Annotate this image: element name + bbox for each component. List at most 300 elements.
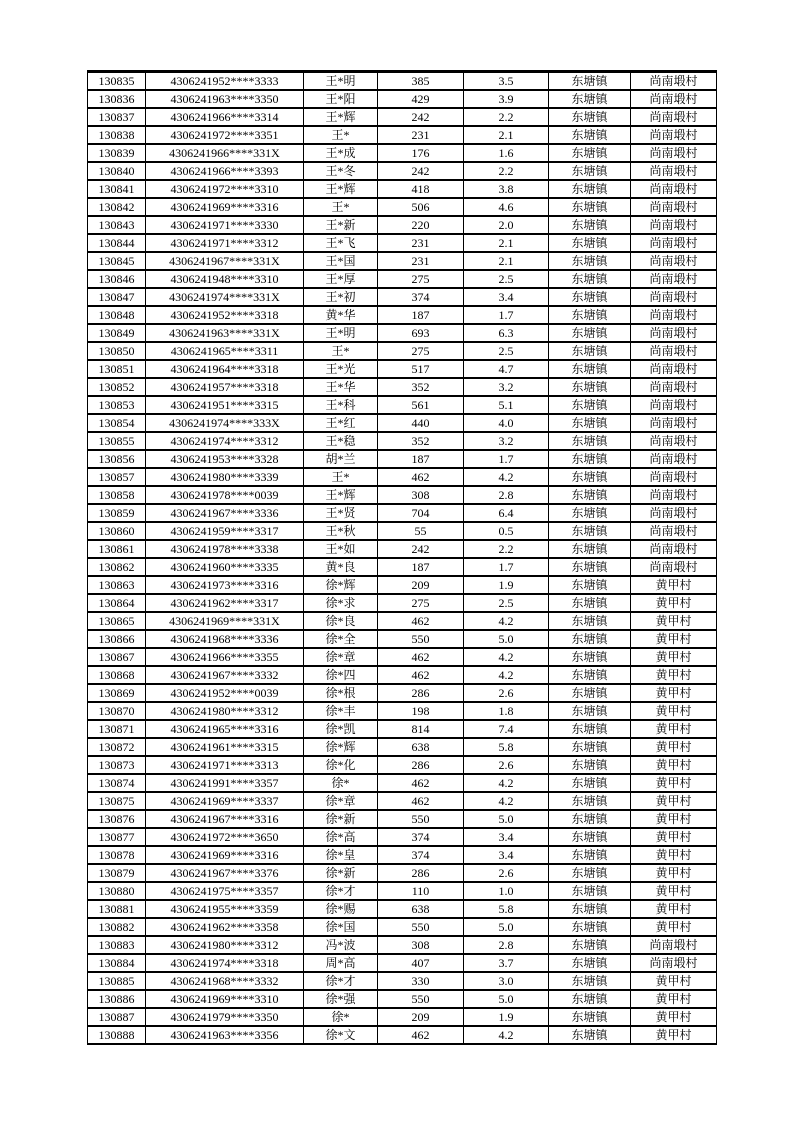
cell-serial-number: 130878 <box>88 846 146 864</box>
cell-id-number: 4306241961****3315 <box>146 738 304 756</box>
cell-amount: 55 <box>378 522 464 540</box>
cell-amount: 286 <box>378 864 464 882</box>
cell-area: 2.5 <box>464 270 549 288</box>
cell-town: 东塘镇 <box>549 738 631 756</box>
table-row <box>88 954 717 972</box>
cell-name: 徐*全 <box>304 630 378 648</box>
cell-serial-number: 130837 <box>88 108 146 126</box>
cell-town: 东塘镇 <box>549 846 631 864</box>
cell-serial-number: 130887 <box>88 1008 146 1026</box>
cell-amount: 242 <box>378 162 464 180</box>
cell-id-number: 4306241991****3357 <box>146 774 304 792</box>
cell-name: 王*光 <box>304 360 378 378</box>
cell-name: 徐*丰 <box>304 702 378 720</box>
cell-amount: 429 <box>378 90 464 108</box>
cell-serial-number: 130835 <box>88 72 146 91</box>
cell-village: 黄甲村 <box>631 576 717 594</box>
cell-town: 东塘镇 <box>549 828 631 846</box>
cell-town: 东塘镇 <box>549 864 631 882</box>
cell-amount: 385 <box>378 72 464 91</box>
cell-id-number: 4306241966****3355 <box>146 648 304 666</box>
cell-id-number: 4306241967****3376 <box>146 864 304 882</box>
cell-name: 王*阳 <box>304 90 378 108</box>
cell-serial-number: 130840 <box>88 162 146 180</box>
cell-name: 徐*才 <box>304 882 378 900</box>
cell-serial-number: 130865 <box>88 612 146 630</box>
cell-serial-number: 130841 <box>88 180 146 198</box>
cell-amount: 352 <box>378 378 464 396</box>
cell-village: 尚南塅村 <box>631 144 717 162</box>
cell-name: 王* <box>304 198 378 216</box>
cell-town: 东塘镇 <box>549 576 631 594</box>
cell-serial-number: 130844 <box>88 234 146 252</box>
cell-serial-number: 130850 <box>88 342 146 360</box>
cell-serial-number: 130853 <box>88 396 146 414</box>
cell-town: 东塘镇 <box>549 522 631 540</box>
cell-town: 东塘镇 <box>549 126 631 144</box>
cell-id-number: 4306241959****3317 <box>146 522 304 540</box>
cell-serial-number: 130847 <box>88 288 146 306</box>
cell-amount: 231 <box>378 252 464 270</box>
cell-id-number: 4306241965****3316 <box>146 720 304 738</box>
cell-id-number: 4306241971****3312 <box>146 234 304 252</box>
cell-name: 徐* <box>304 774 378 792</box>
table-row <box>88 288 717 306</box>
table-row <box>88 936 717 954</box>
table-row <box>88 198 717 216</box>
cell-name: 徐*才 <box>304 972 378 990</box>
table-row <box>88 252 717 270</box>
cell-area: 2.6 <box>464 684 549 702</box>
cell-serial-number: 130869 <box>88 684 146 702</box>
table-row <box>88 540 717 558</box>
cell-amount: 220 <box>378 216 464 234</box>
cell-village: 尚南塅村 <box>631 450 717 468</box>
cell-name: 徐*章 <box>304 792 378 810</box>
table-row <box>88 234 717 252</box>
cell-amount: 176 <box>378 144 464 162</box>
cell-name: 徐*辉 <box>304 738 378 756</box>
cell-area: 4.2 <box>464 468 549 486</box>
cell-name: 黄*良 <box>304 558 378 576</box>
cell-id-number: 4306241962****3317 <box>146 594 304 612</box>
cell-area: 5.0 <box>464 810 549 828</box>
cell-town: 东塘镇 <box>549 504 631 522</box>
cell-area: 3.9 <box>464 90 549 108</box>
cell-amount: 352 <box>378 432 464 450</box>
cell-name: 徐*凯 <box>304 720 378 738</box>
cell-serial-number: 130873 <box>88 756 146 774</box>
cell-town: 东塘镇 <box>549 612 631 630</box>
cell-amount: 187 <box>378 558 464 576</box>
cell-village: 尚南塅村 <box>631 180 717 198</box>
cell-village: 黄甲村 <box>631 900 717 918</box>
cell-town: 东塘镇 <box>549 396 631 414</box>
cell-area: 5.0 <box>464 630 549 648</box>
cell-id-number: 4306241948****3310 <box>146 270 304 288</box>
cell-amount: 693 <box>378 324 464 342</box>
cell-village: 黄甲村 <box>631 972 717 990</box>
cell-village: 黄甲村 <box>631 630 717 648</box>
cell-serial-number: 130883 <box>88 936 146 954</box>
table-row <box>88 270 717 288</box>
cell-id-number: 4306241972****3351 <box>146 126 304 144</box>
cell-town: 东塘镇 <box>549 432 631 450</box>
cell-amount: 275 <box>378 270 464 288</box>
cell-town: 东塘镇 <box>549 558 631 576</box>
cell-village: 尚南塅村 <box>631 162 717 180</box>
cell-village: 黄甲村 <box>631 594 717 612</box>
cell-amount: 110 <box>378 882 464 900</box>
table-row <box>88 180 717 198</box>
cell-area: 2.2 <box>464 540 549 558</box>
cell-area: 4.2 <box>464 792 549 810</box>
cell-town: 东塘镇 <box>549 342 631 360</box>
cell-name: 王* <box>304 468 378 486</box>
cell-name: 王*明 <box>304 324 378 342</box>
cell-name: 黄*华 <box>304 306 378 324</box>
cell-id-number: 4306241978****0039 <box>146 486 304 504</box>
cell-serial-number: 130860 <box>88 522 146 540</box>
cell-amount: 517 <box>378 360 464 378</box>
cell-area: 6.4 <box>464 504 549 522</box>
cell-village: 尚南塅村 <box>631 270 717 288</box>
cell-amount: 462 <box>378 1026 464 1044</box>
cell-name: 徐*皇 <box>304 846 378 864</box>
table-row <box>88 1026 717 1044</box>
table-row <box>88 864 717 882</box>
cell-village: 尚南塅村 <box>631 198 717 216</box>
cell-id-number: 4306241963****331X <box>146 324 304 342</box>
cell-serial-number: 130858 <box>88 486 146 504</box>
cell-amount: 374 <box>378 828 464 846</box>
cell-serial-number: 130885 <box>88 972 146 990</box>
table-row <box>88 216 717 234</box>
cell-area: 2.8 <box>464 936 549 954</box>
table-row <box>88 828 717 846</box>
cell-id-number: 4306241964****3318 <box>146 360 304 378</box>
cell-amount: 638 <box>378 738 464 756</box>
cell-village: 尚南塅村 <box>631 378 717 396</box>
cell-village: 尚南塅村 <box>631 252 717 270</box>
cell-serial-number: 130848 <box>88 306 146 324</box>
cell-area: 4.2 <box>464 774 549 792</box>
table-row <box>88 486 717 504</box>
cell-village: 黄甲村 <box>631 864 717 882</box>
cell-serial-number: 130842 <box>88 198 146 216</box>
cell-amount: 550 <box>378 810 464 828</box>
cell-amount: 462 <box>378 612 464 630</box>
cell-town: 东塘镇 <box>549 954 631 972</box>
cell-name: 徐*辉 <box>304 576 378 594</box>
cell-name: 徐*新 <box>304 864 378 882</box>
cell-area: 3.5 <box>464 72 549 91</box>
cell-village: 尚南塅村 <box>631 414 717 432</box>
cell-name: 胡*兰 <box>304 450 378 468</box>
cell-id-number: 4306241962****3358 <box>146 918 304 936</box>
cell-serial-number: 130866 <box>88 630 146 648</box>
cell-name: 王*成 <box>304 144 378 162</box>
cell-name: 王*冬 <box>304 162 378 180</box>
cell-id-number: 4306241952****0039 <box>146 684 304 702</box>
cell-area: 2.1 <box>464 252 549 270</box>
cell-serial-number: 130839 <box>88 144 146 162</box>
cell-name: 王* <box>304 342 378 360</box>
cell-amount: 231 <box>378 126 464 144</box>
cell-serial-number: 130849 <box>88 324 146 342</box>
cell-serial-number: 130859 <box>88 504 146 522</box>
cell-area: 2.5 <box>464 594 549 612</box>
cell-village: 黄甲村 <box>631 756 717 774</box>
table-row <box>88 108 717 126</box>
table-row <box>88 432 717 450</box>
cell-town: 东塘镇 <box>549 1026 631 1044</box>
cell-name: 王*华 <box>304 378 378 396</box>
cell-town: 东塘镇 <box>549 324 631 342</box>
cell-serial-number: 130852 <box>88 378 146 396</box>
cell-id-number: 4306241963****3356 <box>146 1026 304 1044</box>
cell-area: 3.8 <box>464 180 549 198</box>
cell-area: 5.0 <box>464 918 549 936</box>
cell-serial-number: 130863 <box>88 576 146 594</box>
cell-id-number: 4306241953****3328 <box>146 450 304 468</box>
beneficiary-table <box>87 70 717 1045</box>
cell-id-number: 4306241967****3332 <box>146 666 304 684</box>
cell-town: 东塘镇 <box>549 666 631 684</box>
cell-serial-number: 130838 <box>88 126 146 144</box>
cell-village: 尚南塅村 <box>631 72 717 91</box>
cell-village: 尚南塅村 <box>631 342 717 360</box>
cell-amount: 440 <box>378 414 464 432</box>
cell-town: 东塘镇 <box>549 972 631 990</box>
cell-town: 东塘镇 <box>549 252 631 270</box>
cell-amount: 550 <box>378 990 464 1008</box>
cell-amount: 209 <box>378 1008 464 1026</box>
cell-serial-number: 130871 <box>88 720 146 738</box>
cell-village: 尚南塅村 <box>631 522 717 540</box>
cell-area: 5.8 <box>464 900 549 918</box>
cell-amount: 462 <box>378 648 464 666</box>
cell-village: 尚南塅村 <box>631 504 717 522</box>
table-row <box>88 630 717 648</box>
cell-amount: 187 <box>378 306 464 324</box>
cell-id-number: 4306241978****3338 <box>146 540 304 558</box>
cell-id-number: 4306241975****3357 <box>146 882 304 900</box>
cell-id-number: 4306241963****3350 <box>146 90 304 108</box>
cell-amount: 275 <box>378 594 464 612</box>
table-row <box>88 666 717 684</box>
cell-serial-number: 130888 <box>88 1026 146 1044</box>
cell-serial-number: 130855 <box>88 432 146 450</box>
cell-name: 徐*新 <box>304 810 378 828</box>
table-row <box>88 504 717 522</box>
cell-name: 王*科 <box>304 396 378 414</box>
cell-id-number: 4306241967****3316 <box>146 810 304 828</box>
cell-area: 2.2 <box>464 108 549 126</box>
cell-village: 尚南塅村 <box>631 288 717 306</box>
cell-amount: 418 <box>378 180 464 198</box>
cell-name: 徐*高 <box>304 828 378 846</box>
table-row <box>88 558 717 576</box>
cell-area: 3.2 <box>464 432 549 450</box>
cell-serial-number: 130876 <box>88 810 146 828</box>
cell-amount: 198 <box>378 702 464 720</box>
cell-amount: 462 <box>378 666 464 684</box>
cell-id-number: 4306241967****3336 <box>146 504 304 522</box>
cell-amount: 286 <box>378 756 464 774</box>
cell-town: 东塘镇 <box>549 774 631 792</box>
cell-id-number: 4306241969****3310 <box>146 990 304 1008</box>
cell-serial-number: 130846 <box>88 270 146 288</box>
cell-town: 东塘镇 <box>549 234 631 252</box>
cell-town: 东塘镇 <box>549 684 631 702</box>
cell-village: 黄甲村 <box>631 882 717 900</box>
cell-village: 黄甲村 <box>631 648 717 666</box>
cell-id-number: 4306241968****3332 <box>146 972 304 990</box>
cell-village: 黄甲村 <box>631 918 717 936</box>
cell-amount: 242 <box>378 108 464 126</box>
cell-name: 徐*文 <box>304 1026 378 1044</box>
cell-name: 徐*强 <box>304 990 378 1008</box>
cell-area: 1.0 <box>464 882 549 900</box>
cell-id-number: 4306241980****3312 <box>146 936 304 954</box>
cell-village: 尚南塅村 <box>631 954 717 972</box>
cell-id-number: 4306241966****331X <box>146 144 304 162</box>
cell-town: 东塘镇 <box>549 144 631 162</box>
cell-amount: 407 <box>378 954 464 972</box>
cell-id-number: 4306241967****331X <box>146 252 304 270</box>
cell-area: 4.2 <box>464 648 549 666</box>
table-row <box>88 648 717 666</box>
cell-name: 徐*四 <box>304 666 378 684</box>
cell-village: 尚南塅村 <box>631 486 717 504</box>
cell-village: 黄甲村 <box>631 774 717 792</box>
cell-area: 2.1 <box>464 234 549 252</box>
cell-name: 王*辉 <box>304 180 378 198</box>
cell-id-number: 4306241971****3313 <box>146 756 304 774</box>
table-row <box>88 576 717 594</box>
cell-serial-number: 130861 <box>88 540 146 558</box>
cell-id-number: 4306241969****3316 <box>146 198 304 216</box>
cell-area: 1.7 <box>464 450 549 468</box>
table-row <box>88 414 717 432</box>
cell-area: 6.3 <box>464 324 549 342</box>
cell-village: 尚南塅村 <box>631 558 717 576</box>
cell-village: 黄甲村 <box>631 1008 717 1026</box>
cell-serial-number: 130867 <box>88 648 146 666</box>
table-row <box>88 738 717 756</box>
cell-id-number: 4306241974****3312 <box>146 432 304 450</box>
cell-name: 徐*良 <box>304 612 378 630</box>
cell-serial-number: 130879 <box>88 864 146 882</box>
cell-name: 王*红 <box>304 414 378 432</box>
cell-area: 1.7 <box>464 558 549 576</box>
cell-town: 东塘镇 <box>549 414 631 432</box>
cell-amount: 462 <box>378 468 464 486</box>
cell-village: 黄甲村 <box>631 612 717 630</box>
cell-serial-number: 130836 <box>88 90 146 108</box>
cell-amount: 209 <box>378 576 464 594</box>
cell-amount: 462 <box>378 792 464 810</box>
cell-town: 东塘镇 <box>549 288 631 306</box>
table-row <box>88 72 717 91</box>
table-row <box>88 450 717 468</box>
cell-amount: 187 <box>378 450 464 468</box>
cell-area: 5.1 <box>464 396 549 414</box>
cell-area: 1.7 <box>464 306 549 324</box>
cell-serial-number: 130880 <box>88 882 146 900</box>
cell-village: 尚南塅村 <box>631 396 717 414</box>
table-row <box>88 126 717 144</box>
cell-id-number: 4306241969****3316 <box>146 846 304 864</box>
cell-amount: 704 <box>378 504 464 522</box>
cell-name: 王*飞 <box>304 234 378 252</box>
cell-village: 黄甲村 <box>631 810 717 828</box>
cell-amount: 374 <box>378 846 464 864</box>
cell-town: 东塘镇 <box>549 936 631 954</box>
cell-town: 东塘镇 <box>549 72 631 91</box>
cell-id-number: 4306241974****333X <box>146 414 304 432</box>
table-row <box>88 360 717 378</box>
cell-town: 东塘镇 <box>549 486 631 504</box>
table-row <box>88 594 717 612</box>
cell-name: 王*贤 <box>304 504 378 522</box>
cell-area: 5.8 <box>464 738 549 756</box>
table-row <box>88 810 717 828</box>
table-row <box>88 306 717 324</box>
cell-serial-number: 130877 <box>88 828 146 846</box>
cell-area: 2.5 <box>464 342 549 360</box>
cell-town: 东塘镇 <box>549 720 631 738</box>
cell-id-number: 4306241974****3318 <box>146 954 304 972</box>
cell-town: 东塘镇 <box>549 792 631 810</box>
cell-town: 东塘镇 <box>549 198 631 216</box>
cell-village: 黄甲村 <box>631 990 717 1008</box>
cell-serial-number: 130868 <box>88 666 146 684</box>
cell-area: 3.4 <box>464 846 549 864</box>
cell-area: 3.2 <box>464 378 549 396</box>
table-body <box>88 72 717 1045</box>
cell-village: 尚南塅村 <box>631 234 717 252</box>
table-row <box>88 774 717 792</box>
cell-village: 尚南塅村 <box>631 108 717 126</box>
table-row <box>88 90 717 108</box>
cell-amount: 506 <box>378 198 464 216</box>
table-row <box>88 972 717 990</box>
cell-area: 4.0 <box>464 414 549 432</box>
cell-village: 尚南塅村 <box>631 216 717 234</box>
table-row <box>88 900 717 918</box>
cell-id-number: 4306241969****331X <box>146 612 304 630</box>
cell-id-number: 4306241973****3316 <box>146 576 304 594</box>
cell-amount: 638 <box>378 900 464 918</box>
cell-village: 尚南塅村 <box>631 540 717 558</box>
table-row <box>88 990 717 1008</box>
cell-id-number: 4306241972****3650 <box>146 828 304 846</box>
cell-serial-number: 130857 <box>88 468 146 486</box>
cell-serial-number: 130881 <box>88 900 146 918</box>
cell-village: 黄甲村 <box>631 702 717 720</box>
cell-serial-number: 130874 <box>88 774 146 792</box>
cell-amount: 330 <box>378 972 464 990</box>
cell-name: 徐*求 <box>304 594 378 612</box>
cell-village: 黄甲村 <box>631 684 717 702</box>
cell-area: 3.4 <box>464 828 549 846</box>
table-row <box>88 396 717 414</box>
cell-area: 0.5 <box>464 522 549 540</box>
cell-serial-number: 130851 <box>88 360 146 378</box>
cell-area: 2.6 <box>464 864 549 882</box>
